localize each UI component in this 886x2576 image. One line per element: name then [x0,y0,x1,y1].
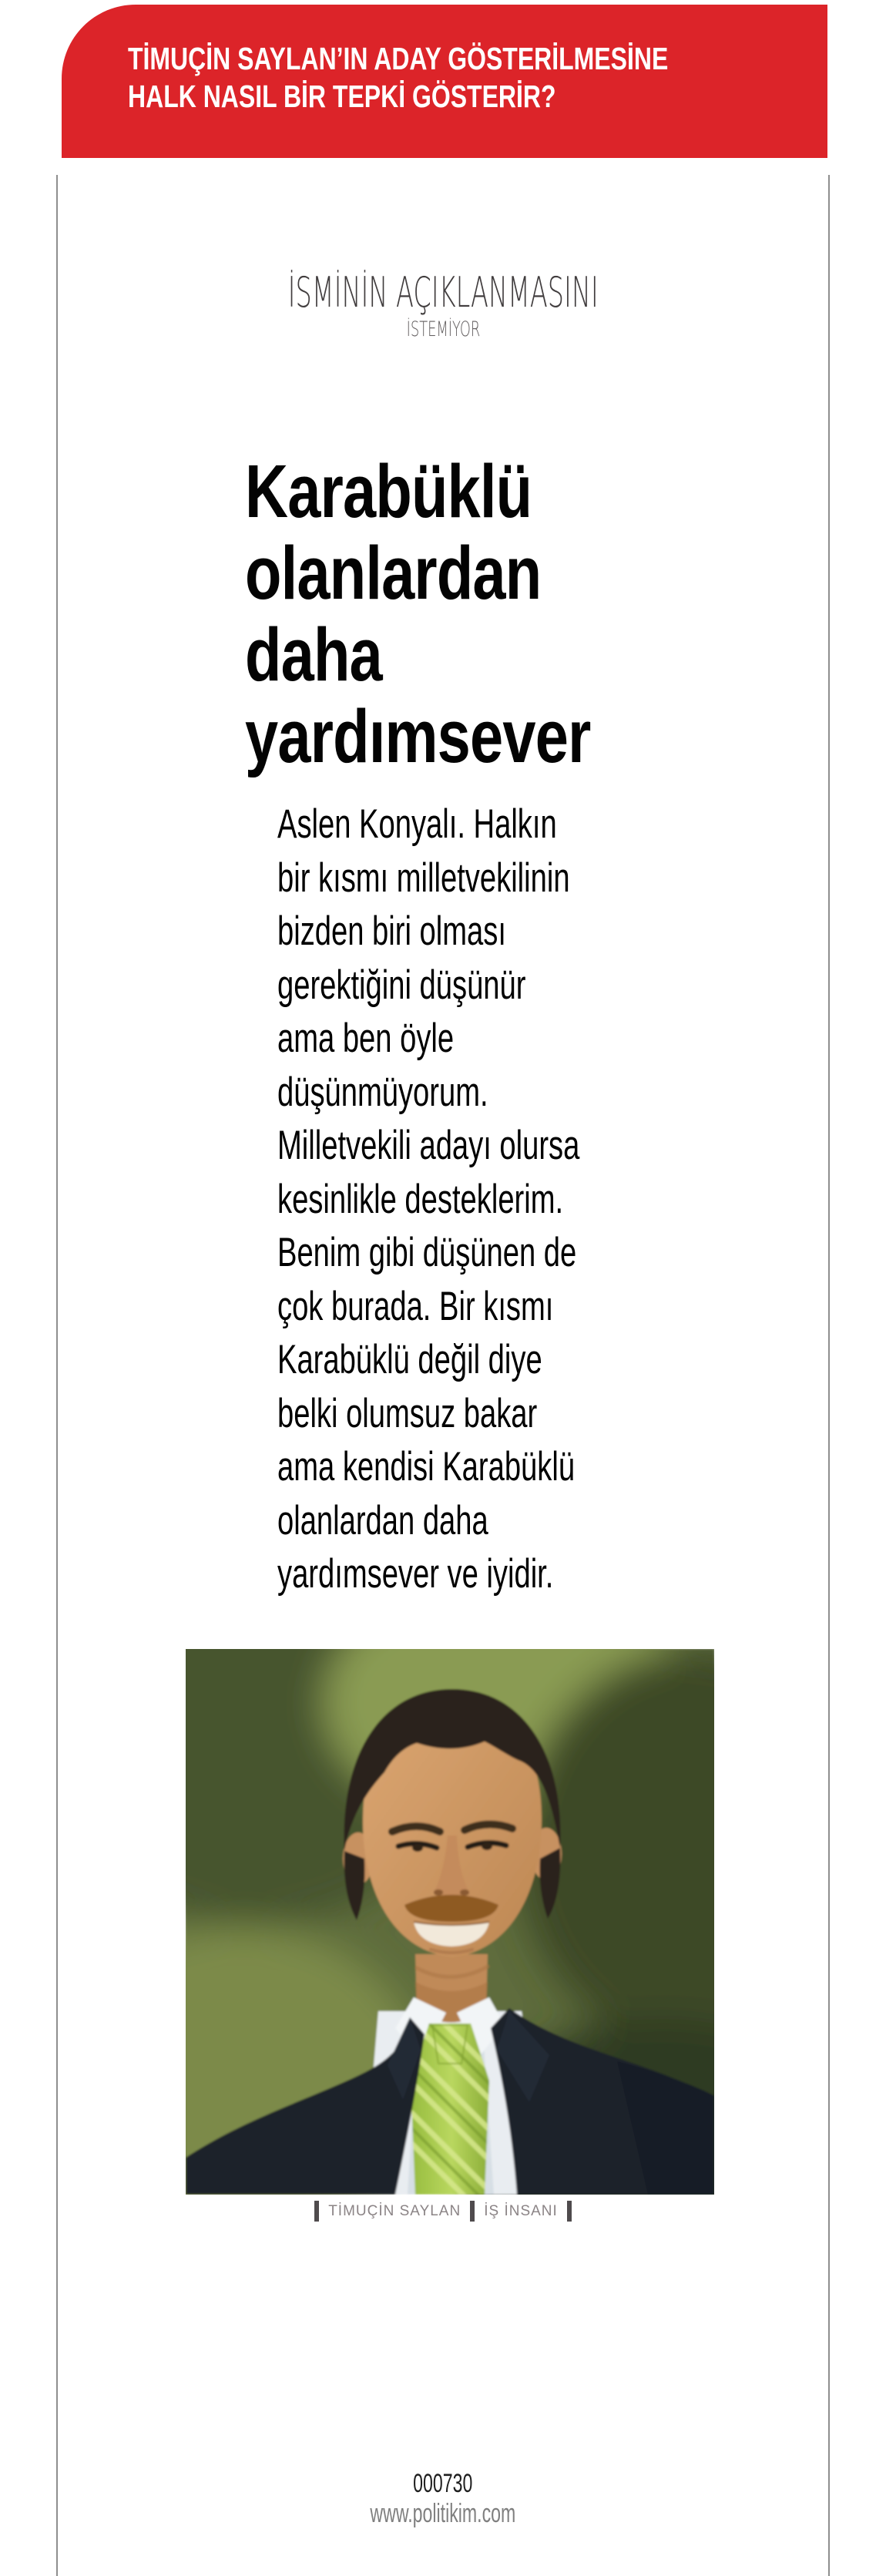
anonymity-subtitle-small [57,317,829,341]
headline-line: yardımsever [245,694,591,778]
quote-text [277,798,579,1601]
anonymity-subtitle-text: İSMİNİN AÇIKLANMASINI [287,268,599,317]
caption-name: TİMUÇİN SAYLAN [328,2202,461,2219]
quote-line: Aslen Konyalı. Halkın [277,801,557,847]
headline-line: Karabüklü [245,449,532,533]
banner-title-line2: HALK NASIL BİR TEPKİ GÖSTERİR? [128,79,556,114]
caption-separator-bar [314,2201,319,2222]
footer-code-row [57,2469,829,2499]
quote-line: Benim gibi düşünen de [277,1230,577,1275]
anonymity-subtitle [57,268,829,317]
footer-website-row [57,2499,829,2529]
quote-line: yardımsever ve iyidir. [277,1551,554,1597]
quote-line: çok burada. Bir kısmı [277,1283,554,1329]
caption-separator-bar [470,2201,475,2222]
headline-line: olanlardan [245,531,542,615]
banner-title-line1: TİMUÇİN SAYLAN’IN ADAY GÖSTERİLMESİNE [128,41,669,76]
quote-line: belki olumsuz bakar [277,1390,538,1436]
banner-title [128,40,668,116]
portrait-photo [186,1649,714,2195]
quote-line: Milletvekili adayı olursa [277,1123,580,1168]
quote-line: gerektiğini düşünür [277,962,526,1008]
header-banner [62,5,827,158]
headline-line: daha [245,613,382,697]
quote-line: ama kendisi Karabüklü [277,1444,576,1490]
caption-role: İŞ İNSANI [484,2202,558,2219]
quote-line: kesinlikle desteklerim. [277,1176,564,1222]
photo-caption [57,2201,829,2222]
footer-code: 000730 [413,2469,473,2498]
quote-line: Karabüklü değil diye [277,1337,542,1382]
anonymity-subtitle-small-text: İSTEMİYOR [406,317,480,341]
headline [245,451,591,778]
caption-separator-bar [567,2201,572,2222]
quote-line: düşünmüyorum. [277,1069,488,1115]
quote-line: bir kısmı milletvekilinin [277,855,570,901]
quote-line: ama ben öyle [277,1016,455,1061]
footer-website: www.politikim.com [370,2499,516,2528]
quote-line: olanlardan daha [277,1497,488,1543]
quote-line: bizden biri olması [277,908,506,954]
